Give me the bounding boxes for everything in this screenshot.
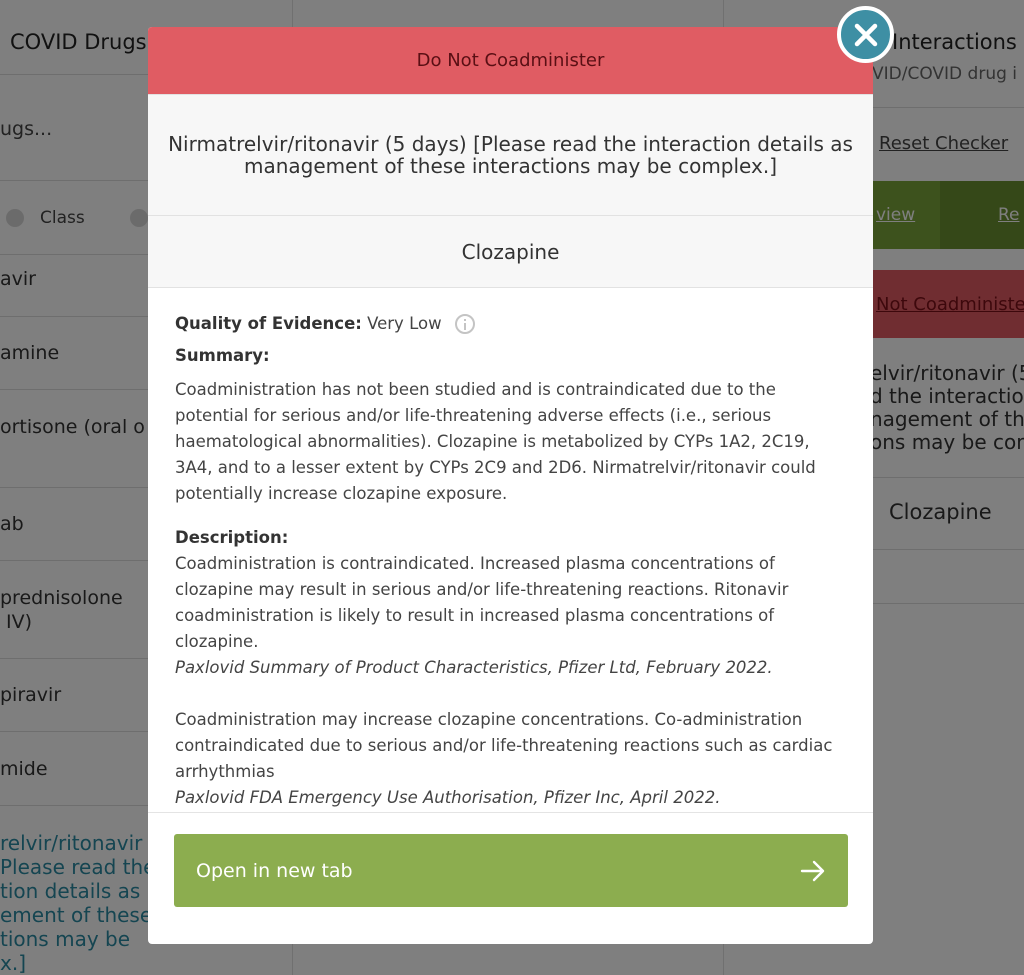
close-icon — [851, 20, 881, 50]
close-modal-button[interactable] — [837, 6, 894, 63]
description-text: Coadministration may increase clozapine concentrations. Co-administration contraindicated due to serious and/or life-threatening reactions such as cardiac arrhythmias — [175, 710, 833, 781]
description-heading: Description: — [175, 528, 289, 547]
summary-text: Coadministration has not been studied and is contraindicated due to the potential for serious and/or life-threatening adverse effects (i.e., serious haematological abnormalities). Clozapine is metabolized by CYPs 1A2, 2C19, 3A4, and to a lesser extent by CYPs 2C9 and 2D6. Nirmatrelvir/ritonavir could potentially increase clozapine exposure. — [175, 380, 816, 503]
open-in-new-tab-button[interactable] — [174, 834, 848, 907]
interaction-detail-modal — [148, 27, 873, 944]
reference-text: Paxlovid Summary of Product Characteristics, Pfizer Ltd, February 2022. — [175, 658, 773, 677]
quality-value: Very Low — [361, 314, 442, 333]
covid-drug-regimen: Nirmatrelvir/ritonavir (5 days) [Please read the interaction details as management of these interactions may be complex.] — [148, 94, 873, 216]
quality-of-evidence — [175, 311, 850, 337]
reference-text: Paxlovid FDA Emergency Use Authorisation, Pfizer Inc, April 2022. — [175, 788, 721, 807]
co-medication-name: Clozapine — [148, 216, 873, 288]
summary-heading: Summary: — [175, 346, 270, 365]
quality-label: Quality of Evidence: — [175, 314, 362, 333]
interaction-details — [175, 289, 850, 811]
description-text: Coadministration is contraindicated. Increased plasma concentrations of clozapine may result in serious and/or life-threatening reactions. Ritonavir coadministration is likely to result in increased plasma concentrations of clozapine. — [175, 554, 789, 651]
info-icon[interactable] — [455, 314, 475, 334]
interaction-severity-header: Do Not Coadminister — [148, 27, 873, 94]
open-in-new-tab-label: Open in new tab — [196, 859, 353, 882]
arrow-right-icon — [800, 860, 826, 882]
footer-divider — [148, 812, 873, 813]
